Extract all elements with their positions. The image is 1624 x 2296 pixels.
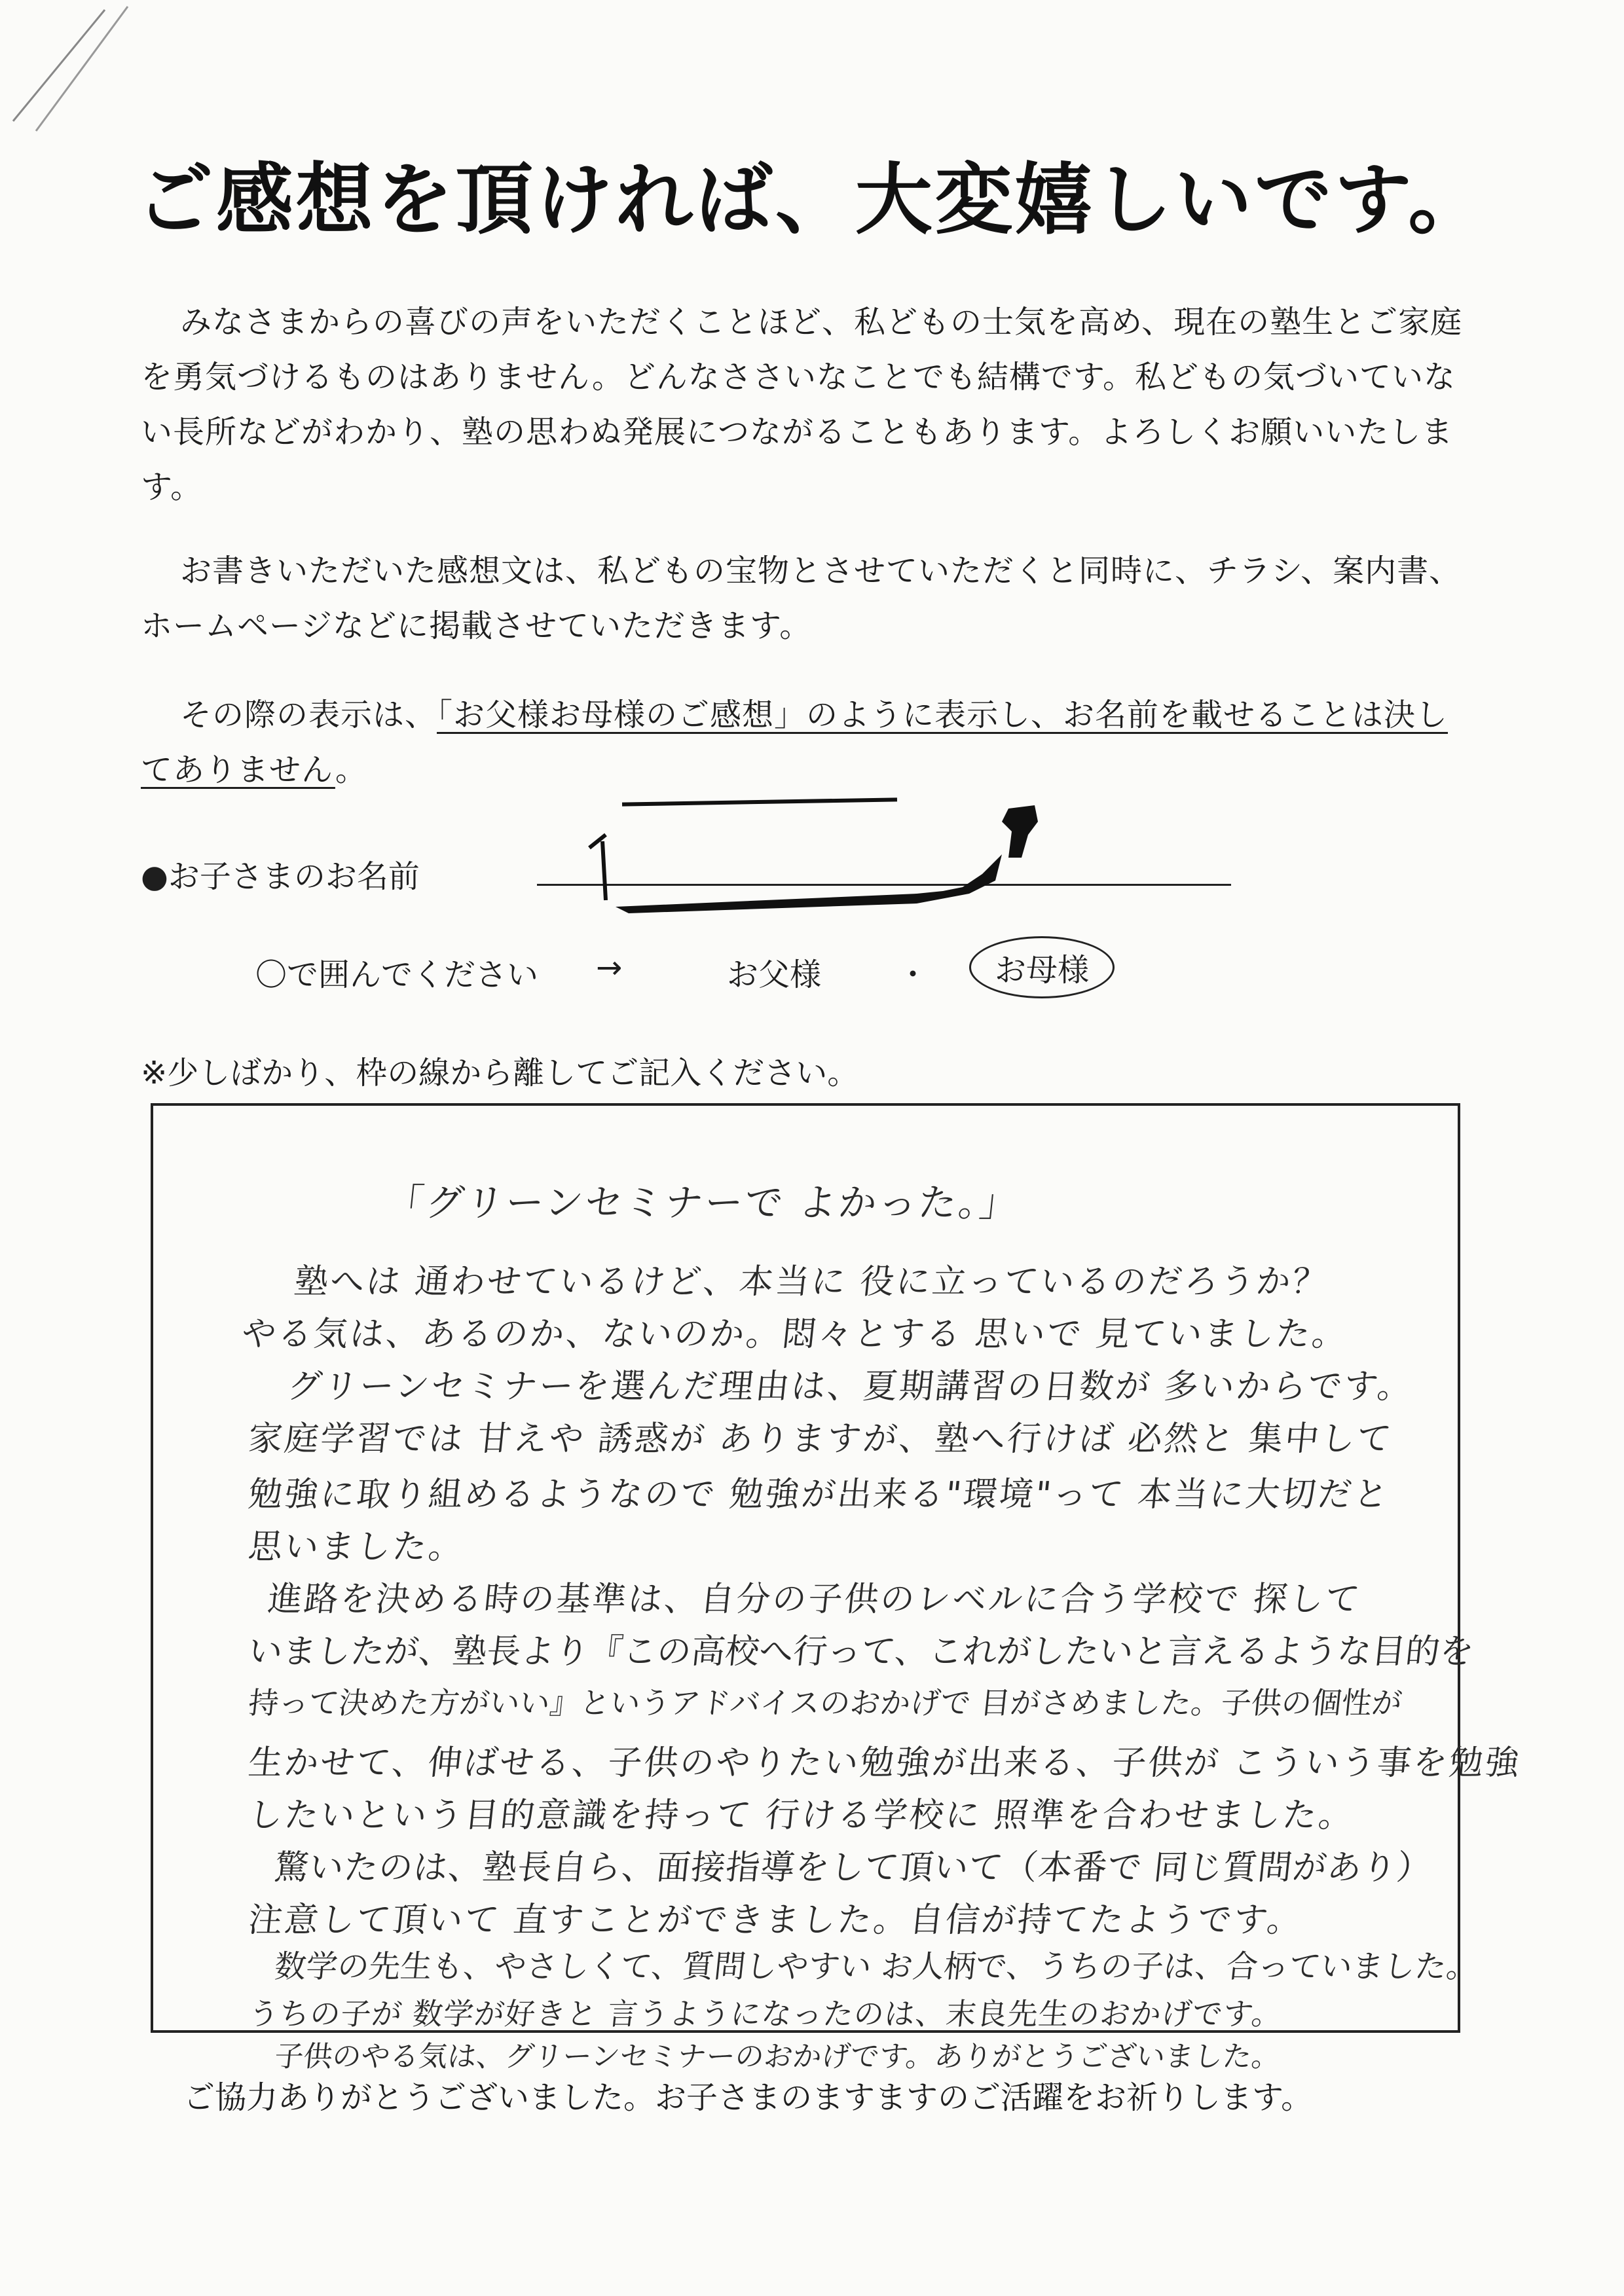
corner-scratch-marks	[0, 0, 170, 144]
comment-line: 驚いたのは、塾長自ら、面接指導をして頂いて（本番で 同じ質問があり）	[272, 1848, 1434, 1887]
closing-message: ご協力ありがとうございました。お子さまのますますのご活躍をお祈りします。	[183, 2079, 1313, 2116]
redaction-mark-shape	[576, 795, 1061, 920]
intro-paragraph-3	[141, 687, 1477, 797]
comment-line: やる気は、あるのか、ないのか。悶々とする 思いで 見ていました。	[240, 1315, 1350, 1354]
display-note-lead: その際の表示は、	[180, 697, 437, 733]
comment-line: グリーンセミナーを選んだ理由は、夏期講習の日数が 多いからです。	[286, 1367, 1416, 1406]
intro-paragraph-2: お書きいただいた感想文は、私どもの宝物とさせていただくと同時に、チラシ、案内書、ホームページなどに掲載させていただきます。	[141, 553, 1462, 644]
child-name-label: ●お子さまのお名前	[141, 858, 420, 895]
page-title: ご感想を頂ければ、大変嬉しいです。	[136, 154, 1488, 245]
intro-paragraph-1: みなさまからの喜びの声をいただくことほど、私どもの士気を高め、現在の塾生とご家庭を勇気づけるものはありません。どんなささいなことでも結構です。私どもの気づいていない長所などがわかり、塾の思わぬ発展につながることもあります。よろしくお願いいたします。	[141, 304, 1463, 505]
arrow-icon: →	[596, 949, 623, 986]
display-note-end: 。	[335, 752, 367, 788]
comment-line: 注意して頂いて 直すことができました。自信が持てたようです。	[246, 1901, 1305, 1940]
option-mother-selected[interactable]: お母様	[969, 936, 1115, 998]
comment-heading: 「グリーンセミナーで よかった。」	[383, 1180, 1022, 1225]
comment-line: 持って決めた方がいい』というアドバイスのおかげで 目がさめました。子供の個性が	[246, 1685, 1404, 1721]
comment-line: 思いました。	[246, 1527, 467, 1567]
display-note-underlined: 「お父様お母様のご感想」のように表示し、お名前を載せることは決してありません	[141, 697, 1449, 788]
option-separator: ・	[897, 957, 929, 993]
comment-line: 勉強に取り組めるようなので 勉強が出来る"環境"って 本当に大切だと	[246, 1475, 1392, 1514]
comment-line: 進路を決める時の基準は、自分の子供のレベルに合う学校で 探して	[266, 1580, 1364, 1619]
comment-line: 数学の先生も、やさしくて、質問しやすい お人柄で、うちの子は、合っていました。	[272, 1948, 1480, 1985]
comment-line: したいという目的意識を持って 行ける学校に 照準を合わせました。	[246, 1796, 1357, 1835]
comment-line: いましたが、塾長より『この高校へ行って、これがしたいと言えるような目的を	[246, 1632, 1476, 1671]
comment-line: 塾へは 通わせているけど、本当に 役に立っているのだろうか？	[292, 1262, 1331, 1302]
circle-prompt: 〇で囲んでください	[255, 957, 539, 993]
comment-line: 生かせて、伸ばせる、子供のやりたい勉強が出来る、子供が こういう事を勉強	[246, 1743, 1524, 1783]
comment-line: 子供のやる気は、グリーンセミナーのおかげです。ありがとうございました。	[272, 2040, 1282, 2073]
writing-note: ※少しばかり、枠の線から離してご記入ください。	[141, 1055, 859, 1091]
comment-line: うちの子が 数学が好きと 言うようになったのは、末良先生のおかげです。	[246, 1996, 1285, 2032]
option-father[interactable]: お父様	[727, 957, 822, 993]
comment-line: 家庭学習では 甘えや 誘惑が ありますが、塾へ行けば 必然と 集中して	[246, 1419, 1395, 1459]
